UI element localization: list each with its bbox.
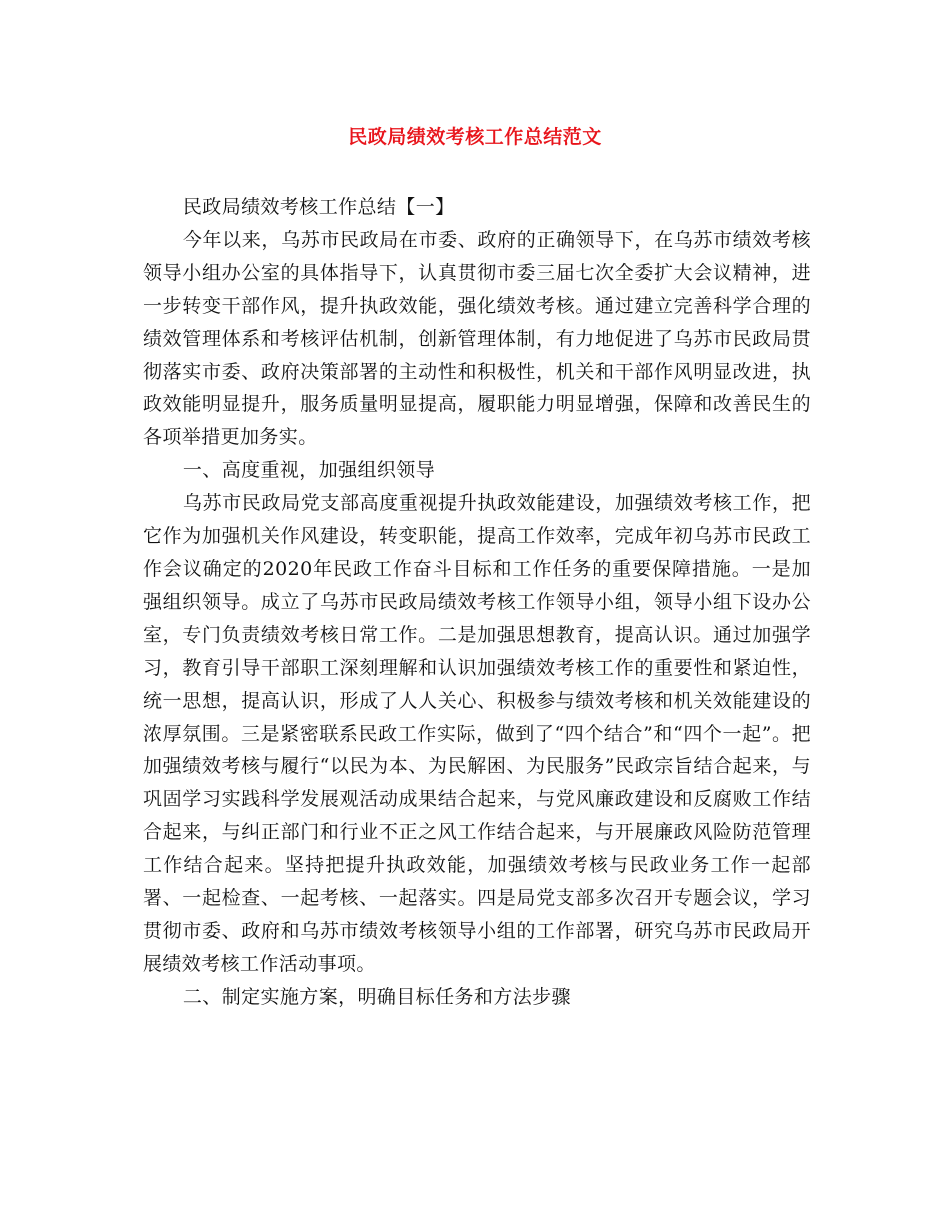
body-paragraph: 今年以来，乌苏市民政局在市委、政府的正确领导下，在乌苏市绩效考核领导小组办公室的具体指导下，认真贯彻市委三届七次全委扩大会议精神，进一步转变干部作风，提升执政效能，强化绩效考核。通过建立完善科学合理的绩效管理体系和考核评估机制，创新管理体制，有力地促进了乌苏市民政局贯彻落实市委、政府决策部署的主动性和积极性，机关和干部作风明显改进，执政效能明显提升，服务质量明显提高，履职能力明显增强，保障和改善民生的各项举措更加务实。 — [143, 228, 811, 449]
section-heading: 一、高度重视，加强组织领导 — [182, 459, 436, 482]
document-body — [143, 191, 811, 1014]
section-heading: 民政局绩效考核工作总结【一】 — [182, 196, 455, 218]
body-paragraph: 乌苏市民政局党支部高度重视提升执政效能建设，加强绩效考核工作，把它作为加强机关作风建设，转变职能，提高工作效率，完成年初乌苏市民政工作会议确定的2020年民政工作奋斗目标和工作任务的重要保障措施。一是加强组织领导。成立了乌苏市民政局绩效考核工作领导小组，领导小组下设办公室，专门负责绩效考核日常工作。二是加强思想教育，提高认识。通过加强学习，教育引导干部职工深刻理解和认识加强绩效考核工作的重要性和紧迫性，统一思想，提高认识，形成了人人关心、积极参与绩效考核和机关效能建设的浓厚氛围。三是紧密联系民政工作实际，做到了“四个结合”和“四个一起”。把加强绩效考核与履行“以民为本、为民解困、为民服务”民政宗旨结合起来，与巩固学习实践科学发展观活动成果结合起来，与党风廉政建设和反腐败工作结合起来，与纠正部门和行业不正之风工作结合起来，与开展廉政风险防范管理工作结合起来。坚持把提升执政效能，加强绩效考核与民政业务工作一起部署、一起检查、一起考核、一起落实。四是局党支部多次召开专题会议，学习贯彻市委、政府和乌苏市绩效考核领导小组的工作部署，研究乌苏市民政局开展绩效考核工作活动事项。 — [143, 492, 811, 975]
document-title: 民政局绩效考核工作总结范文 — [348, 126, 602, 148]
section-heading: 二、制定实施方案，明确目标任务和方法步骤 — [182, 985, 571, 1008]
